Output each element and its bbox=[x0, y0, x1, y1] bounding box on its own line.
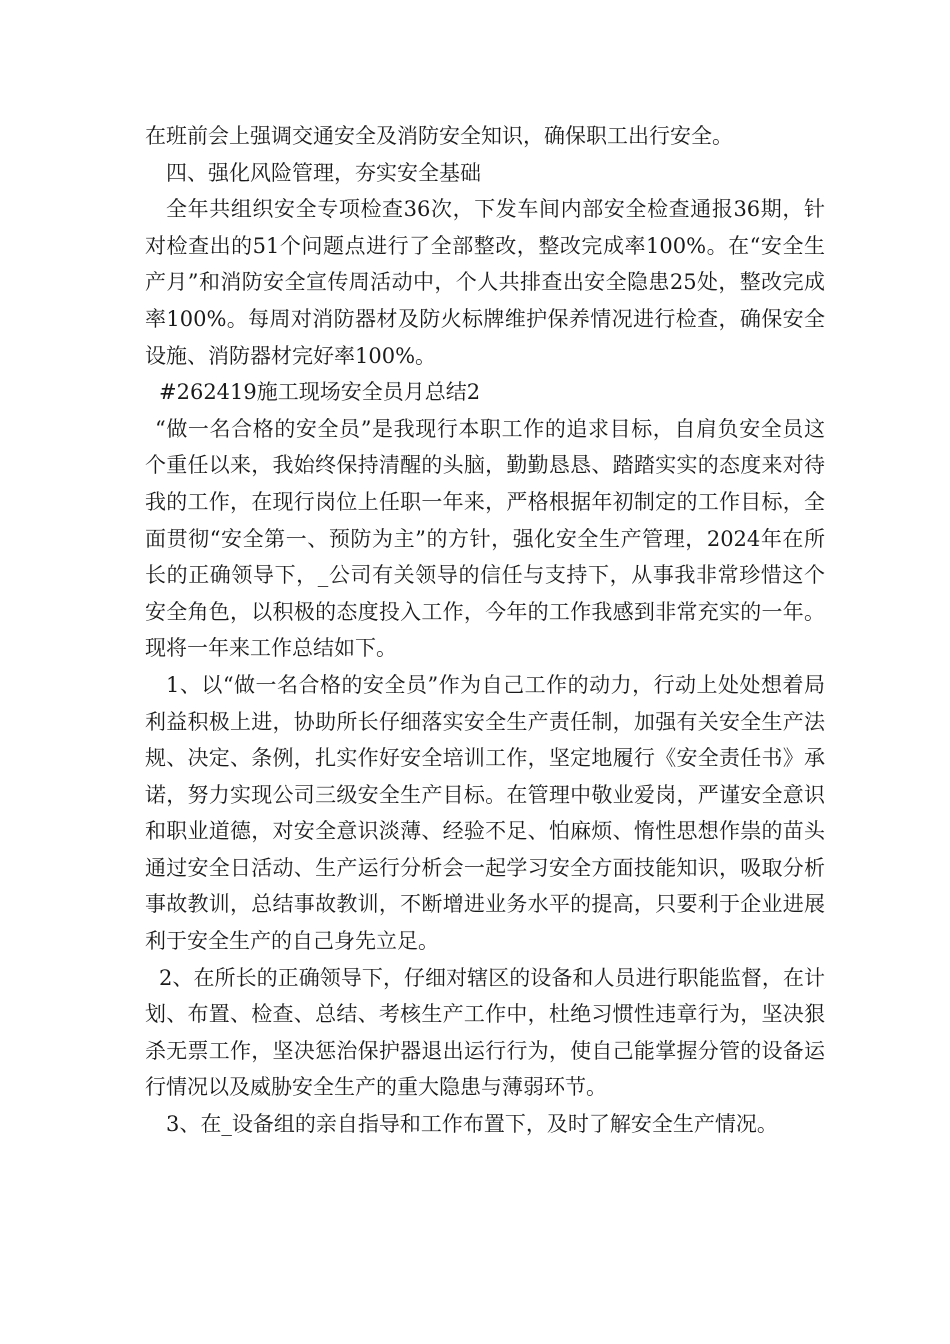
article-title: #262419施工现场安全员月总结2 bbox=[159, 380, 481, 405]
paragraph-point-2: 2、在所长的正确领导下，仔细对辖区的设备和人员进行职能监督，在计划、布置、检查、总结、考核生产工作中，杜绝习惯性违章行为，坚决狠杀无票工作，坚决惩治保护器退出运行行为，使自己能掌握分管的设备运行情况以及威胁安全生产的重大隐患与薄弱环节。 bbox=[145, 965, 825, 1100]
document-page bbox=[145, 118, 825, 1143]
section-heading-risk-management: 四、强化风险管理，夯实安全基础 bbox=[166, 160, 481, 185]
paragraph-intro: “做一名合格的安全员”是我现行本职工作的追求目标，自肩负安全员这个重任以来，我始终保持清醒的头脑，勤勤恳恳、踏踏实实的态度来对待我的工作，在现行岗位上任职一年来，严格根据年初制定的工作目标，全面贯彻“安全第一、预防为主”的方针，强化安全生产管理，2024年在所长的正确领导下，_公司有关领导的信任与支持下，从事我非常珍惜这个安全角色，以积极的态度投入工作，今年的工作我感到非常充实的一年。现将一年来工作总结如下。 bbox=[145, 416, 825, 661]
paragraph-inspection-stats: 全年共组织安全专项检查36次，下发车间内部安全检查通报36期，针对检查出的51个问题点进行了全部整改，整改完成率100%。在“安全生产月”和消防安全宣传周活动中，个人共排查出安全隐患25处，整改完成率100%。每周对消防器材及防火标牌维护保养情况进行检查，确保安全设施、消防器材完好率100%。 bbox=[145, 197, 825, 368]
paragraph-continuation: 在班前会上强调交通安全及消防安全知识，确保职工出行安全。 bbox=[145, 124, 733, 148]
paragraph-point-1: 1、以“做一名合格的安全员”作为自己工作的动力，行动上处处想着局利益积极上进，协助所长仔细落实安全生产责任制，加强有关安全生产法规、决定、条例，扎实作好安全培训工作，坚定地履行《安全责任书》承诺，努力实现公司三级安全生产目标。在管理中敬业爱岗，严谨安全意识和职业道德，对安全意识淡薄、经验不足、怕麻烦、惰性思想作祟的苗头通过安全日活动、生产运行分析会一起学习安全方面技能知识，吸取分析事故教训，总结事故教训，不断增进业务水平的提高，只要利于企业进展利于安全生产的自己身先立足。 bbox=[145, 672, 825, 954]
paragraph-point-3: 3、在_设备组的亲自指导和工作布置下，及时了解安全生产情况。 bbox=[166, 1112, 778, 1137]
